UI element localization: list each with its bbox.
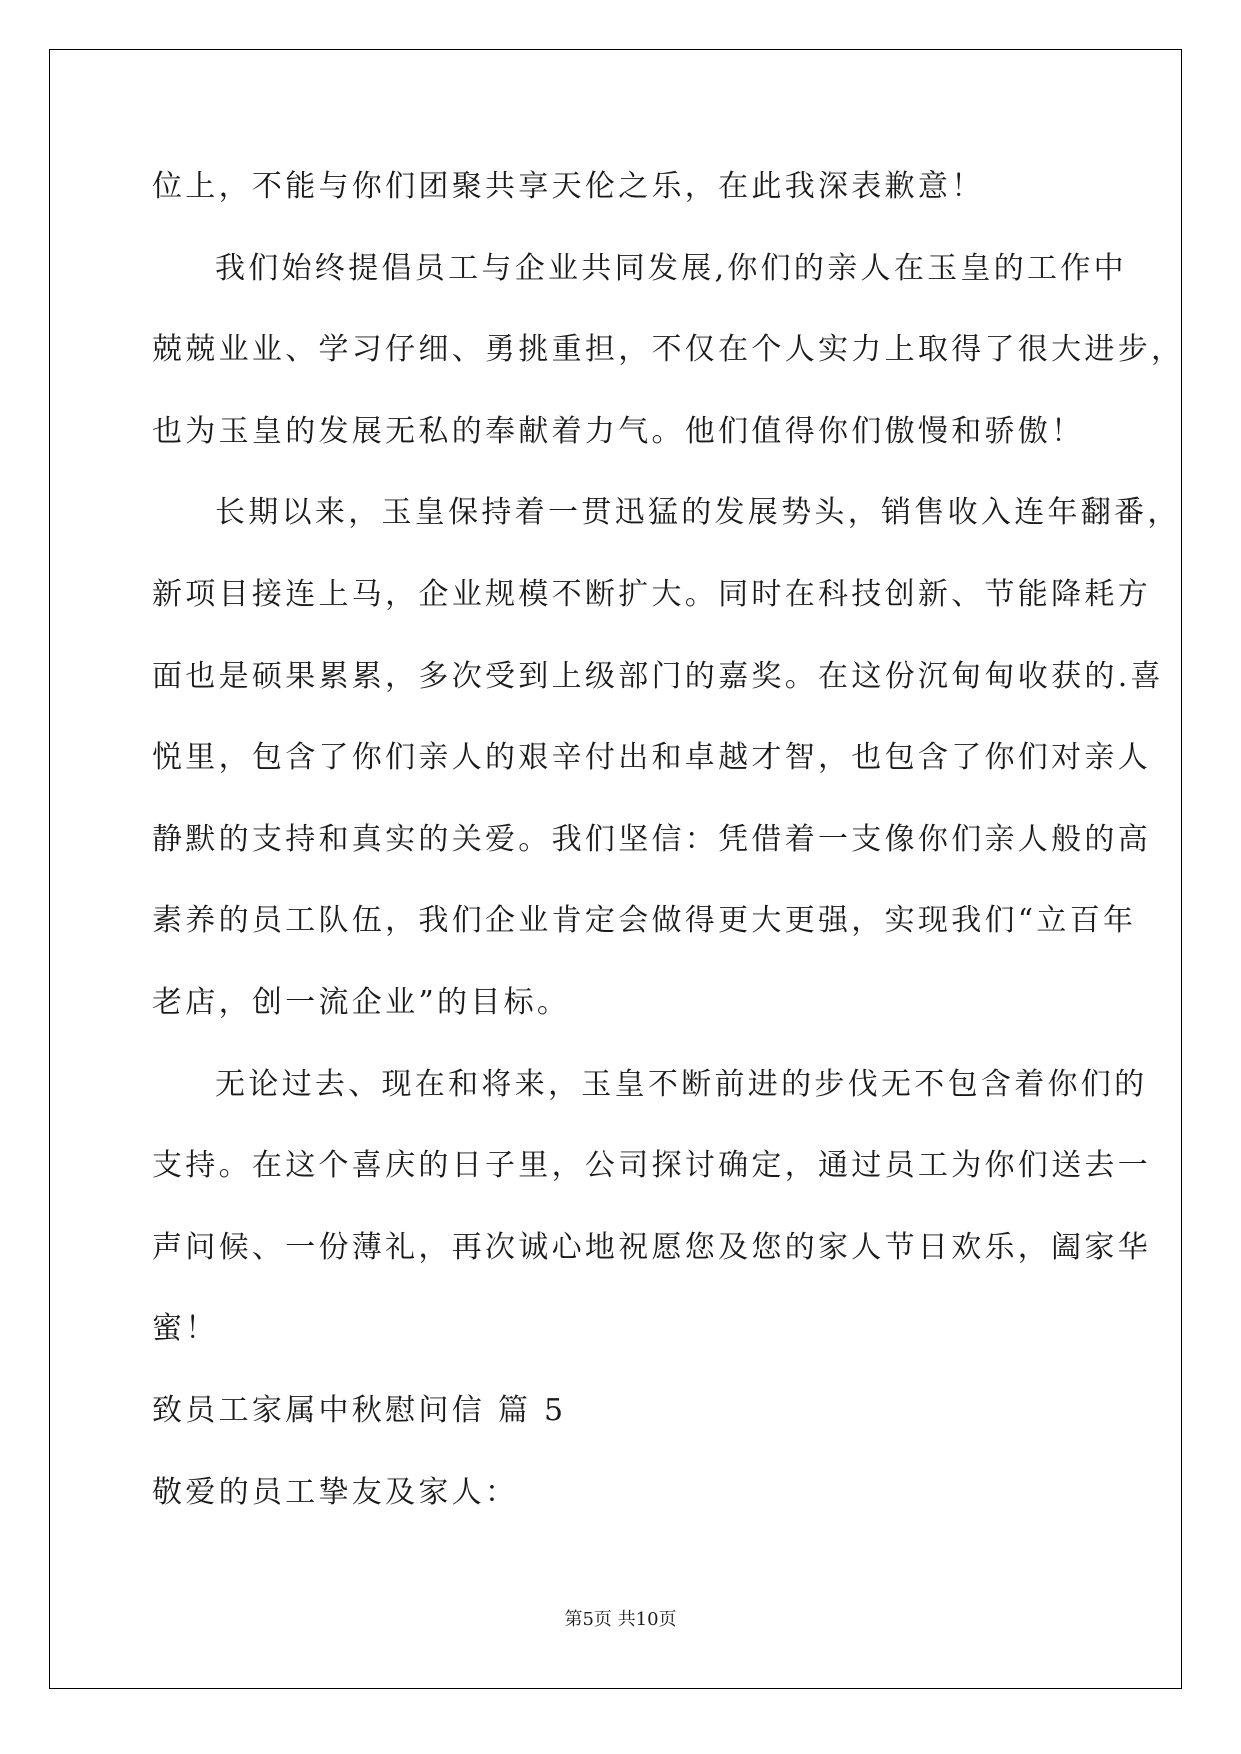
document-body [152, 162, 1185, 1549]
text-line: 支持。在这个喜庆的日子里，公司探讨确定，通过员工为你们送去一 [152, 1148, 1151, 1184]
text-line: 位上，不能与你们团聚共享天伦之乐，在此我深表歉意！ [152, 169, 985, 204]
text-line: 素养的员工队伍，我们企业肯定会做得更大更强，实现我们“立百年 [152, 903, 1137, 939]
text-line: 兢兢业业、学习仔细、勇挑重担，不仅在个人实力上取得了很大进步， [152, 332, 1185, 368]
text-line: 老店，创一流企业”的目标。 [152, 984, 571, 1020]
text-line: 新项目接连上马，企业规模不断扩大。同时在科技创新、节能降耗方 [152, 576, 1151, 612]
text-line: 无论过去、现在和将来，玉皇不断前进的步伐无不包含着你们的 [215, 1066, 1148, 1102]
salutation: 敬爱的员工挚友及家人： [152, 1474, 519, 1510]
text-line: 声问候、一份薄礼，再次诚心地祝愿您及您的家人节日欢乐，阖家华 [152, 1229, 1151, 1265]
text-line: 我们始终提倡员工与企业共同发展,你们的亲人在玉皇的工作中 [215, 250, 1127, 286]
section-heading: 致员工家属中秋慰问信 篇 5 [152, 1392, 567, 1428]
text-line: 悦里，包含了你们亲人的艰辛付出和卓越才智，也包含了你们对亲人 [152, 740, 1151, 776]
text-line: 静默的支持和真实的关爱。我们坚信：凭借着一支像你们亲人般的高 [152, 821, 1151, 857]
page-number: 第5页 共10页 [564, 1609, 677, 1630]
text-line: 也为玉皇的发展无私的奉献着力气。他们值得你们傲慢和骄傲！ [152, 413, 1085, 449]
text-line: 蜜！ [152, 1311, 219, 1347]
text-line: 面也是硕果累累，多次受到上级部门的嘉奖。在这份沉甸甸收获的.喜 [152, 658, 1164, 694]
text-line: 长期以来，玉皇保持着一贯迅猛的发展势头，销售收入连年翻番， [215, 495, 1181, 531]
